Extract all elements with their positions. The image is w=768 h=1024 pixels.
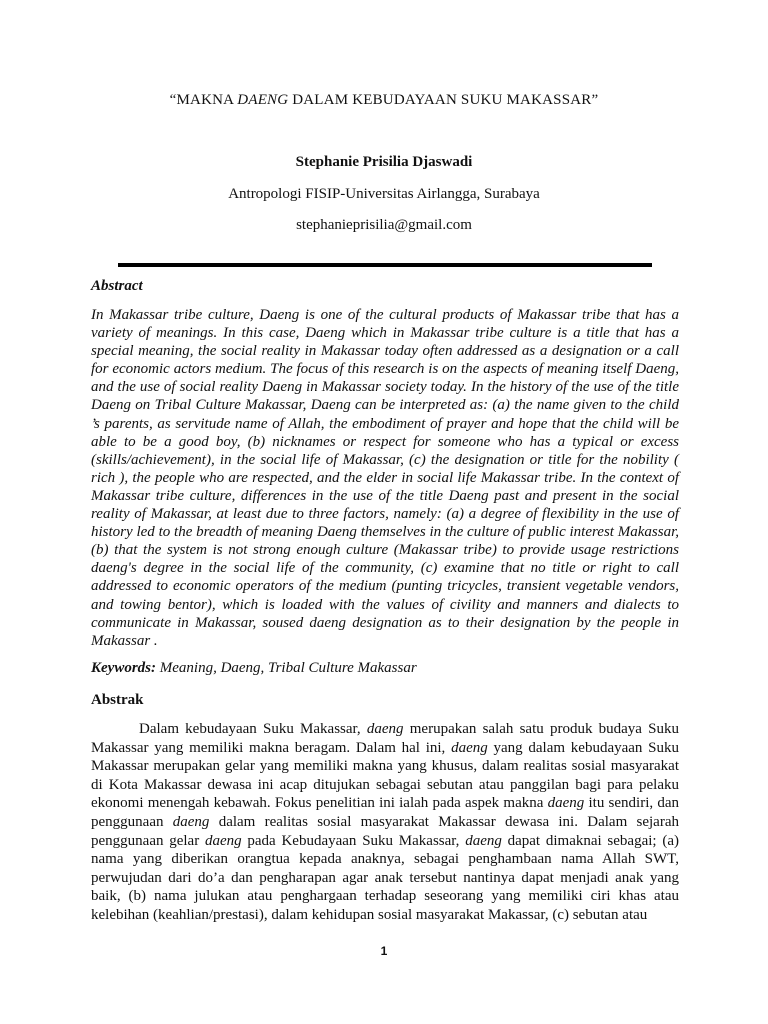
abstrak-italic-term: daeng [465, 832, 502, 849]
abstrak-segment: pada Kebudayaan Suku Makassar, [241, 832, 466, 849]
abstrak-italic-term: daeng [366, 721, 404, 737]
abstrak-italic-term: daeng [547, 795, 585, 812]
abstract-heading: Abstract [91, 278, 143, 294]
abstrak-segment: yang dalam kebudayaan Suku Makassar merupakan gelar yang memiliki makna yang khusus, dalam realitas sosial masyarakat di Kota Makassar dewasa ini acap ditujukan sebagai sebutan atau panggilan bagi para pelaku ekonomi menengah kebawah. Fokus penelitian ini ialah pada aspek makna [91, 739, 680, 812]
page-number: 1 [380, 944, 388, 958]
abstrak-segment: dalam realitas sosial masyarakat Makassar dewasa ini. Dalam sejarah penggunaan gelar [91, 813, 679, 849]
title-suffix: DALAM KEBUDAYAAN SUKU MAKASSAR” [288, 92, 599, 108]
abstrak-segment: Dalam kebudayaan Suku Makassar, [139, 721, 367, 737]
title-italic-word: DAENG [237, 92, 289, 108]
author-affiliation: Antropologi FISIP-Universitas Airlangga, Surabaya [228, 186, 540, 202]
abstract-body: In Makassar tribe culture, Daeng is one of the cultural products of Makassar tribe that has a variety of meanings. In this case, Daeng which in Makassar tribe culture is a title that has a special meaning, the social reality in Makassar today often addressed as a designation or a call for economic actors medium. The focus of this research is on the aspects of meaning itself Daeng, and the use of social reality Daeng in Makassar society today. In the history of the use of the title Daeng on Tribal Culture Makassar, Daeng can be interpreted as: (a) the name given to the child ’s parents, as servitude name of Allah, the embodiment of prayer and hope that the child will be able to be a good boy, (b) nicknames or respect for someone who has a typical or excess (skills/achievement), in the social life of Makassar, (c) the designation or title for the nobility ( rich ), the people who are respected, and the elder in social life Makassar tribe. In the context of Makassar tribe culture, differences in the use of the title Daeng past and present in the social reality of Makassar, at least due to three factors, namely: (a) a degree of flexibility in the use of history led to the breadth of meaning Daeng themselves in the culture of public interest Makassar, (b) that the system is not strong enough culture (Makassar tribe) to provide usage restrictions daeng's degree in the social life of the community, (c) examine that no title or right to call addressed to economic operators of the medium (punting tricycles, transient vegetable vendors, and towing bentor), which is loaded with the values of civility and manners and dialects to communicate in Makassar, soused daeng designation as to their designation by the people in Makassar . [91, 307, 679, 649]
keywords-label: Keywords: [91, 660, 156, 676]
author-email: stephanieprisilia@gmail.com [296, 217, 472, 233]
abstrak-segment: merupakan salah satu produk budaya Suku Makassar yang memiliki makna beragam. Dalam hal ini, [91, 721, 679, 756]
title-prefix: “MAKNA [169, 92, 238, 108]
abstrak-segment: dapat dimaknai sebagai; (a) nama yang diberikan orangtua kepada anaknya, sebagai penghambaan nama Allah SWT, perwujudan dari do’a dan pengharapan agar anak tersebut nantinya dapat menjadi anak yang baik, (b) nama julukan atau penghargaan terhadap seseorang yang memiliki ciri khas atau kelebihan (keahlian/prestasi), dalam kehidupan sosial masyarakat Makassar, (c) sebutan atau [91, 832, 679, 923]
header-divider [118, 263, 652, 267]
keywords-line [91, 660, 679, 677]
paper-title [0, 92, 768, 109]
keywords-value: Meaning, Daeng, Tribal Culture Makassar [156, 660, 417, 676]
abstrak-heading: Abstrak [91, 692, 144, 708]
abstrak-body [91, 720, 679, 925]
abstrak-italic-term: daeng [451, 739, 488, 756]
abstrak-segment: itu sendiri, dan penggunaan [91, 795, 679, 830]
abstrak-italic-term: daeng [172, 813, 210, 830]
abstrak-italic-term: daeng [204, 832, 242, 849]
author-name: Stephanie Prisilia Djaswadi [295, 154, 473, 170]
